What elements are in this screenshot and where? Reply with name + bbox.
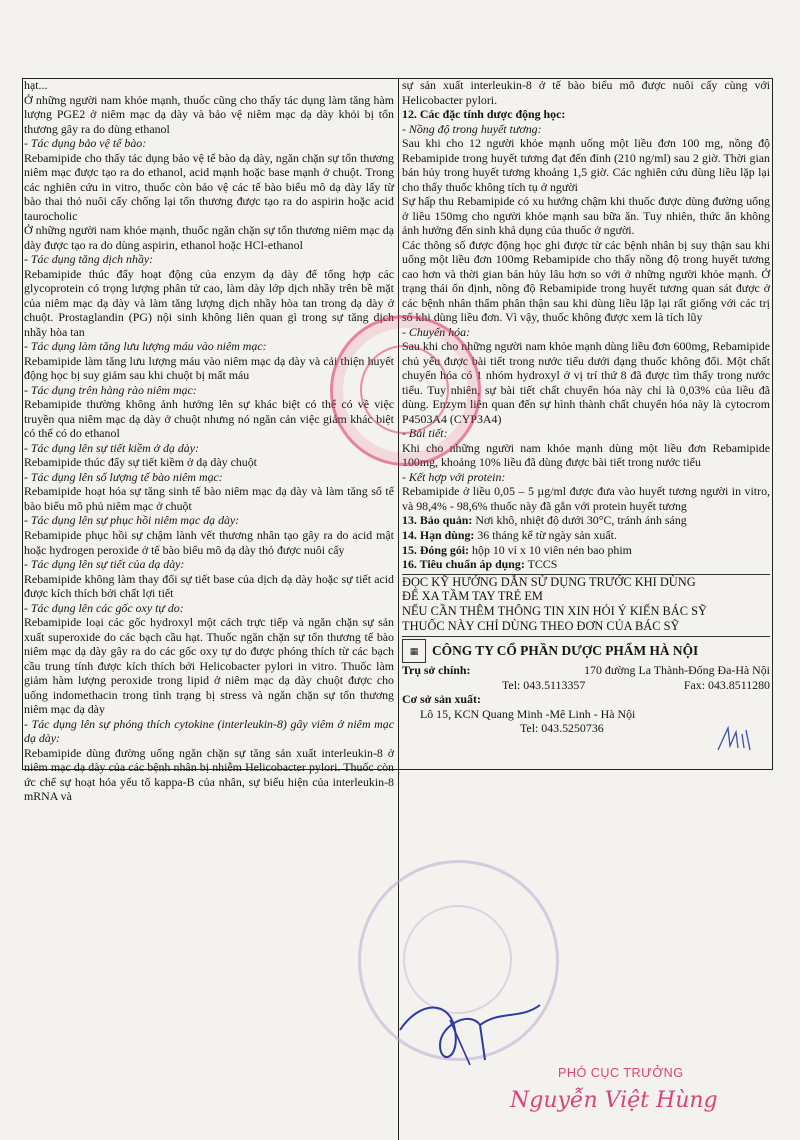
paragraph: Rebamipide thúc đẩy hoạt động của enzym dạ dày để tổng hợp các glycoprotein có trọng lượng phân tử cao, làm dày lớp dịch nhầy trên bề mặt của niêm mạc dạ dày và làm tăng lượng dịch nhầy hòa tan trong dạ dày ở chuột. Prostaglandin (PG) nội sinh không liên quan gì trong sự tăng dịch nhầy hòa tan [24, 266, 394, 339]
paragraph: Rebamipide ở liều 0,05 – 5 µg/ml được đưa vào huyết tương người in vitro, và 98,4% - 98,6% thuốc này đã gắn với protein huyết tương [402, 484, 770, 513]
section-heading: 12. Các đặc tính dược động học: [402, 107, 566, 122]
signer-title: PHÓ CỤC TRƯỞNG [558, 1066, 684, 1080]
stamp-inner-ring [360, 345, 449, 434]
paragraph: Ở những người nam khỏe mạnh, thuốc cũng cho thấy tác dụng làm tăng hàm lượng PGE2 ở niêm mạc dạ dày và bảo vệ niêm mạc dạ dày khỏi bị tổn thương gây ra do dùng ethanol [24, 92, 394, 136]
paragraph: Rebamipide cho thấy tác dụng bảo vệ tế bào dạ dày, ngăn chặn sự tổn thương niêm mạc được tạo ra do ethanol, acid mạnh hoặc base mạnh ở chuột. Trong các nghiên cứu in vitro, thuốc còn bảo vệ các tế bào biểu mô dạ dày lấy từ bào thai thỏ nuôi cấy chống lại tổn thương được tạo ra do aspirin hoặc acid taurocholic [24, 150, 394, 223]
plant-address: Lô 15, KCN Quang Minh -Mê Linh - Hà Nội [420, 706, 636, 721]
subheading: - Tác dụng bảo vệ tế bào: [24, 136, 147, 151]
subheading: - Tác dụng lên sự phục hồi niêm mạc dạ dày: [24, 513, 240, 528]
paragraph: Sự hấp thu Rebamipide có xu hướng chậm khi thuốc được dùng đường uống ở liều 150mg cho người khỏe mạnh sau bữa ăn. Tuy nhiên, thức ăn không ảnh hưởng đến sinh khả dụng của thuốc ở người. [402, 194, 770, 238]
paragraph: Ở những người nam khỏe mạnh, thuốc ngăn chặn sự tổn thương niêm mạc dạ dày được tạo ra do dùng aspirin, ethanol hoặc HCl-ethanol [24, 223, 394, 252]
headquarters-row: Trụ sở chính: 170 đường La Thành-Đống Đa-Hà Nội [402, 663, 770, 678]
paragraph: Sau khi cho những người nam khỏe mạnh dùng liều đơn 600mg, Rebamipide chủ yếu được bài tiết trong nước tiểu dưới dạng thuốc không đổi. Một chất chuyển hóa có 1 nhóm hydroxyl ở vị trí thứ 8 đã được tìm thấy trong nước tiểu. Tuy nhiên, sự bài tiết chất chuyển hóa này chỉ là 0,03% của liều đã dùng. Enzym liên quan đến sự hình thành chất chuyển hóa này là cytocrom P4503A4 (CYP3A4) [402, 339, 770, 426]
plant-phone: Tel: 043.5250736 [520, 721, 604, 736]
company-logo-icon: ▦ [402, 639, 426, 663]
warning-keep-away-children: ĐỂ XA TẦM TAY TRẺ EM [402, 589, 543, 604]
paragraph: Rebamipide thúc đẩy sự tiết kiềm ở dạ dày chuột [24, 455, 257, 470]
subheading: - Tác dụng lên số lượng tế bào niêm mạc: [24, 469, 223, 484]
plant-label: Cơ sở sản xuất: [402, 692, 481, 707]
official-stamp [330, 315, 481, 466]
packaging-line: 15. Đóng gói: hộp 10 vỉ x 10 viên nén bao phim [402, 542, 632, 557]
paragraph: Rebamipide không làm thay đổi sự tiết base của dịch dạ dày hoặc sự tiết acid được kích thích bởi chất lợi tiết [24, 571, 394, 601]
subheading: - Kết hợp với protein: [402, 469, 506, 484]
paragraph: Rebamipide phục hồi sự chậm lành vết thương nhân tạo gây ra do acid mật hoặc hydrogen peroxide ở tế bào biểu mô dạ dày thỏ được nuôi cấy [24, 527, 394, 557]
shelf-life-line: 14. Hạn dùng: 36 tháng kể từ ngày sản xuất. [402, 527, 617, 542]
company-name: CÔNG TY CỔ PHẦN DƯỢC PHẨM HÀ NỘI [432, 642, 699, 658]
warning-prescription-only: THUỐC NÀY CHỈ DÙNG THEO ĐƠN CỦA BÁC SỸ [402, 619, 680, 634]
paragraph: Rebamipide thường không ảnh hưởng lên sự khác biệt có thể có về việc truyền qua niêm mạc dạ dày ở chuột nhưng nó ngăn cản việc giảm khác biệt có thể có do ethanol [24, 397, 394, 441]
subheading: - Tác dụng trên hàng rào niêm mạc: [24, 382, 197, 397]
handwritten-signature [380, 990, 560, 1070]
signer-name: Nguyễn Việt Hùng [510, 1088, 718, 1113]
initials-signature [714, 724, 754, 754]
paragraph: Rebamipide loại các gốc hydroxyl một cách trực tiếp và ngăn chặn sự sản xuất superoxide do các bạch cầu hạt. Thuốc ngăn chặn sự tổn thương tế bào niêm mạc dạ dày gây ra do các gốc oxy tự do được phóng thích từ các bạch cầu trung tính được kích thích bởi Helicobacter pylori in vitro. Thuốc làm giảm hàm lượng peroxide trong lipid ở niêm mạc dạ dày chuột được cho uống indomethacin trong tình trạng bị stress và ngăn chặn sự tổn thương niêm mạc dạ dày [24, 615, 394, 717]
paragraph: Các thông số được động học ghi được từ các bệnh nhân bị suy thận sau khi uống một liều đơn 100mg Rebamipide cho thấy nồng độ trong huyết tương cao hơn và thời gian bán hủy lâu hơn so với ở những người khỏe mạnh. Ở trạng thái ổn định, nồng độ Rebamipide trong huyết tương quan sát được ở các bệnh nhân thẩm phân thận sau khi dùng liều lặp lại rất giống với các trị số khi dùng liều đơn. Vì vậy, thuốc không được xem là tích lũy [402, 237, 770, 325]
storage-line: 13. Bảo quản: Nơi khô, nhiệt độ dưới 30°C, tránh ánh sáng [402, 513, 687, 528]
subheading: - Bài tiết: [402, 426, 448, 441]
paragraph: Rebamipide làm tăng lưu lượng máu vào niêm mạc dạ dày và cải thiện huyết động học bị suy giảm sau khi chuột bị mất máu [24, 353, 394, 383]
headquarters-contact-row: Tel: 043.5113357 Fax: 043.8511280 [502, 677, 770, 692]
paragraph: Sau khi cho 12 người khỏe mạnh uống một liều đơn 100 mg, nồng độ Rebamipide trong huyết tương đạt đến đỉnh (210 ng/ml) sau 2 giờ. Thời gian bán hủy trong huyết tương khoảng 1,5 giờ. Các nghiên cứu dùng liều lặp lại cho thấy thuốc không tích tụ ở người [402, 136, 770, 194]
subheading: - Nồng độ trong huyết tương: [402, 121, 542, 136]
separator [402, 636, 770, 637]
subheading: - Tác dụng lên sự tiết kiềm ở dạ dày: [24, 440, 199, 455]
standard-line: 16. Tiêu chuẩn áp dụng: TCCS [402, 557, 558, 572]
left-column [24, 78, 394, 804]
subheading: - Tác dụng tăng dịch nhầy: [24, 252, 154, 267]
subheading: - Chuyển hóa: [402, 324, 471, 339]
warning-ask-doctor: NẾU CẦN THÊM THÔNG TIN XIN HỎI Ý KIẾN BÁC SỸ [402, 604, 707, 619]
subheading: - Tác dụng lên các gốc oxy tự do: [24, 600, 184, 615]
subheading: - Tác dụng lên sự phóng thích cytokine (interleukin-8) gây viêm ở niêm mạc dạ dày: [24, 716, 394, 746]
subheading: - Tác dụng lên sự tiết của dạ dày: [24, 557, 185, 572]
paragraph: Rebamipide dùng đường uống ngăn chặn sự tăng sản xuất interleukin-8 ở niêm mạc dạ dày của các bệnh nhân bị nhiễm Helicobacter pylori. Thuốc còn ức chế sự hoạt hóa yếu tố kappa-B của nhân, sự biểu hiện của interleukin-8 mRNA và [24, 745, 394, 804]
subheading: - Tác dụng làm tăng lưu lượng máu vào niêm mạc: [24, 339, 267, 354]
paragraph: Rebamipide hoạt hóa sự tăng sinh tế bào niêm mạc dạ dày và làm tăng số tế bào biểu mô phủ niêm mạc ở chuột [24, 484, 394, 513]
company-header [402, 639, 770, 663]
paragraph: Khi cho những người nam khỏe mạnh dùng một liều đơn Rebamipide 100mg, khoảng 10% liều đã dùng được bài tiết trong nước tiểu [402, 440, 770, 470]
warning-read-instructions: ĐỌC KỸ HƯỚNG DẪN SỬ DỤNG TRƯỚC KHI DÙNG [402, 574, 696, 589]
paragraph: sự sản xuất interleukin-8 ở tế bào biểu mô được nuôi cấy cùng với Helicobacter pylori. [402, 78, 770, 107]
paragraph: hạt... [24, 78, 48, 92]
